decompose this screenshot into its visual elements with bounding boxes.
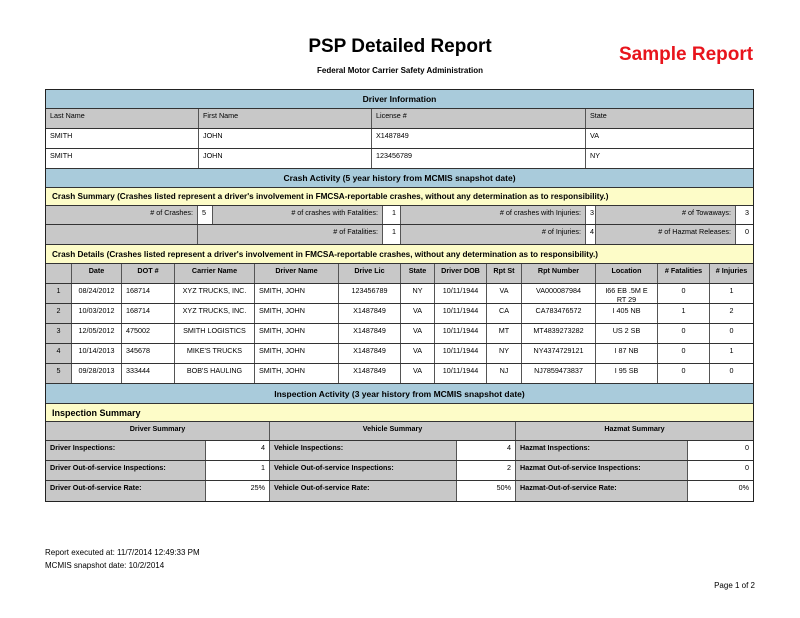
crash-injuries: 2 [729, 306, 734, 315]
crash-carrier: XYZ TRUCKS, INC. [175, 304, 255, 323]
crashes-label: # of Crashes: [46, 206, 198, 224]
crash-summary-row-1 [46, 206, 753, 225]
col-injuries: # Injuries [715, 266, 748, 275]
injury-crashes-label: # of crashes with Injuries: [401, 206, 586, 224]
crash-state: NY [401, 284, 435, 303]
crash-state: VA [401, 324, 435, 343]
crash-dob: 10/11/1944 [435, 304, 487, 323]
crash-summary-band-row [46, 188, 753, 206]
crash-details-column-header [46, 264, 753, 284]
crash-row [46, 364, 753, 384]
crash-dot: 333444 [122, 364, 175, 383]
crash-date: 09/28/2013 [72, 364, 122, 383]
hazmat-inspection-value: 0 [688, 461, 753, 480]
crash-date: 10/14/2013 [72, 344, 122, 363]
crash-rpt-st: CA [487, 304, 522, 323]
crash-rpt-number: CA783476572 [522, 304, 596, 323]
col-date: Date [72, 264, 122, 283]
inspection-summary-band-row [46, 404, 753, 422]
crash-summary-title: Crash Summary (Crashes listed represent a driver's involvement in FMCSA-reportable crashes, without any determination as to responsibility.) [46, 188, 753, 205]
driver-first-name: JOHN [199, 129, 372, 148]
injuries-value: 4 [586, 225, 596, 244]
crash-fatalities: 0 [658, 364, 710, 383]
crash-dob: 10/11/1944 [435, 324, 487, 343]
driver-info-heading: Driver Information [46, 90, 753, 108]
driver-last-name: SMITH [46, 129, 199, 148]
towaways-value: 3 [736, 206, 753, 224]
driver-inspection-label: Driver Inspections: [46, 441, 206, 460]
inspection-row [46, 441, 753, 461]
crash-index: 1 [46, 284, 72, 303]
crash-dob: 10/11/1944 [435, 284, 487, 303]
crash-summary-spacer [46, 225, 198, 244]
crash-injuries: 1 [729, 346, 734, 355]
injuries-label: # of Injuries: [401, 225, 586, 244]
crash-drive-lic: X1487849 [339, 324, 401, 343]
crash-dot: 168714 [122, 304, 175, 323]
fatalities-label: # of Fatalities: [198, 225, 383, 244]
driver-info-row [46, 149, 753, 169]
driver-last-name: SMITH [46, 149, 199, 168]
hazmat-value: 0 [736, 225, 753, 244]
crash-index: 5 [46, 364, 72, 383]
crash-rpt-st: VA [487, 284, 522, 303]
driver-license: X1487849 [372, 129, 586, 148]
driver-state: NY [590, 151, 600, 160]
crash-rpt-number: NY4374729121 [522, 344, 596, 363]
crash-summary-row-2 [46, 225, 753, 245]
crash-location: I 95 SB [596, 364, 658, 383]
crash-index: 4 [46, 344, 72, 363]
vehicle-inspection-label: Vehicle Out-of-service Rate: [270, 481, 457, 501]
col-index [46, 264, 72, 283]
crash-index: 3 [46, 324, 72, 343]
page-number: Page 1 of 2 [714, 581, 755, 590]
crash-carrier: SMITH LOGISTICS [175, 324, 255, 343]
crash-rpt-number: NJ7859473837 [522, 364, 596, 383]
crash-location: I66 EB .5M E RT 29 [596, 284, 658, 303]
crash-dot: 345678 [122, 344, 175, 363]
crash-row [46, 284, 753, 304]
crash-rpt-st: NJ [487, 364, 522, 383]
report-table [45, 89, 754, 502]
crash-date: 12/05/2012 [72, 324, 122, 343]
crash-fatalities: 1 [658, 304, 710, 323]
col-carrier-name: Carrier Name [175, 264, 255, 283]
page-title: PSP Detailed Report [308, 36, 492, 57]
col-location: Location [596, 264, 658, 283]
col-rpt-st: Rpt St [487, 264, 522, 283]
vehicle-inspection-label: Vehicle Inspections: [270, 441, 457, 460]
vehicle-inspection-value: 2 [457, 461, 516, 480]
crash-carrier: XYZ TRUCKS, INC. [175, 284, 255, 303]
driver-inspection-value: 4 [206, 441, 270, 460]
driver-info-heading-row [46, 90, 753, 109]
col-driver-dob: Driver DOB [435, 264, 487, 283]
crash-state: VA [401, 304, 435, 323]
fatal-crashes-value: 1 [383, 206, 401, 224]
crash-driver: SMITH, JOHN [255, 324, 339, 343]
crash-state: VA [401, 344, 435, 363]
inspection-summary-title: Inspection Summary [46, 404, 753, 421]
driver-inspection-value: 1 [206, 461, 270, 480]
crash-activity-heading-row [46, 169, 753, 188]
col-last-name: Last Name [46, 109, 199, 128]
crash-dot: 168714 [122, 284, 175, 303]
driver-state: VA [590, 131, 600, 140]
crash-drive-lic: X1487849 [339, 304, 401, 323]
inspection-row [46, 481, 753, 501]
report-executed-text: Report executed at: 11/7/2014 12:49:33 PM [45, 548, 200, 557]
driver-first-name: JOHN [199, 149, 372, 168]
col-first-name: First Name [199, 109, 372, 128]
crash-details-band-row [46, 245, 753, 264]
hazmat-inspection-label: Hazmat Out-of-service Inspections: [516, 461, 688, 480]
col-dot: DOT # [122, 264, 175, 283]
crash-driver: SMITH, JOHN [255, 284, 339, 303]
crash-driver: SMITH, JOHN [255, 304, 339, 323]
driver-inspection-label: Driver Out-of-service Rate: [46, 481, 206, 501]
crash-index: 2 [46, 304, 72, 323]
hazmat-inspection-value: 0% [688, 481, 753, 501]
crash-location: I 405 NB [596, 304, 658, 323]
crash-driver: SMITH, JOHN [255, 364, 339, 383]
crash-drive-lic: 123456789 [339, 284, 401, 303]
driver-info-column-header [46, 109, 753, 129]
col-state: State [590, 111, 607, 120]
crash-row [46, 344, 753, 364]
hazmat-label: # of Hazmat Releases: [596, 225, 736, 244]
driver-info-row [46, 129, 753, 149]
crashes-value: 5 [198, 206, 213, 224]
sample-report-label: Sample Report [619, 44, 754, 65]
fatalities-value: 1 [383, 225, 401, 244]
crash-state: VA [401, 364, 435, 383]
crash-date: 08/24/2012 [72, 284, 122, 303]
crash-row [46, 324, 753, 344]
page-subtitle: Federal Motor Carrier Safety Administration [317, 66, 483, 75]
crash-fatalities: 0 [658, 344, 710, 363]
inspection-activity-heading: Inspection Activity (3 year history from MCMIS snapshot date) [46, 384, 753, 403]
vehicle-inspection-value: 4 [457, 441, 516, 460]
crash-dob: 10/11/1944 [435, 344, 487, 363]
inspection-activity-heading-row [46, 384, 753, 404]
hazmat-inspection-label: Hazmat-Out-of-service Rate: [516, 481, 688, 501]
crash-row [46, 304, 753, 324]
crash-fatalities: 0 [658, 324, 710, 343]
vehicle-summary-heading: Vehicle Summary [270, 422, 516, 440]
snapshot-date-text: MCMIS snapshot date: 10/2/2014 [45, 561, 165, 570]
crash-location: I 87 NB [596, 344, 658, 363]
driver-inspection-label: Driver Out-of-service Inspections: [46, 461, 206, 480]
crash-location: US 2 SB [596, 324, 658, 343]
crash-injuries: 0 [729, 326, 734, 335]
crash-details-title: Crash Details (Crashes listed represent a driver's involvement in FMCSA-reportable crashes, without any determination as to responsibility.) [46, 245, 753, 263]
inspection-row [46, 461, 753, 481]
crash-activity-heading: Crash Activity (5 year history from MCMIS snapshot date) [46, 169, 753, 187]
crash-injuries: 0 [729, 366, 734, 375]
col-state: State [401, 264, 435, 283]
col-driver-name: Driver Name [255, 264, 339, 283]
crash-drive-lic: X1487849 [339, 364, 401, 383]
towaways-label: # of Towaways: [596, 206, 736, 224]
fatal-crashes-label: # of crashes with Fatalities: [213, 206, 383, 224]
crash-rpt-number: VA000087984 [522, 284, 596, 303]
crash-drive-lic: X1487849 [339, 344, 401, 363]
crash-carrier: BOB'S HAULING [175, 364, 255, 383]
vehicle-inspection-label: Vehicle Out-of-service Inspections: [270, 461, 457, 480]
crash-rpt-st: NY [487, 344, 522, 363]
vehicle-inspection-value: 50% [457, 481, 516, 501]
hazmat-inspection-label: Hazmat Inspections: [516, 441, 688, 460]
injury-crashes-value: 3 [586, 206, 596, 224]
crash-rpt-number: MT4839273282 [522, 324, 596, 343]
crash-injuries: 1 [729, 286, 734, 295]
crash-fatalities: 0 [658, 284, 710, 303]
crash-rpt-st: MT [487, 324, 522, 343]
hazmat-inspection-value: 0 [688, 441, 753, 460]
col-drive-lic: Drive Lic [339, 264, 401, 283]
col-rpt-number: Rpt Number [522, 264, 596, 283]
crash-dot: 475002 [122, 324, 175, 343]
driver-summary-heading: Driver Summary [46, 422, 270, 440]
crash-date: 10/03/2012 [72, 304, 122, 323]
driver-license: 123456789 [372, 149, 586, 168]
inspection-group-header [46, 422, 753, 441]
crash-carrier: MIKE'S TRUCKS [175, 344, 255, 363]
driver-inspection-value: 25% [206, 481, 270, 501]
crash-driver: SMITH, JOHN [255, 344, 339, 363]
col-license: License # [372, 109, 586, 128]
crash-dob: 10/11/1944 [435, 364, 487, 383]
hazmat-summary-heading: Hazmat Summary [604, 424, 665, 433]
col-fatalities: # Fatalities [658, 264, 710, 283]
